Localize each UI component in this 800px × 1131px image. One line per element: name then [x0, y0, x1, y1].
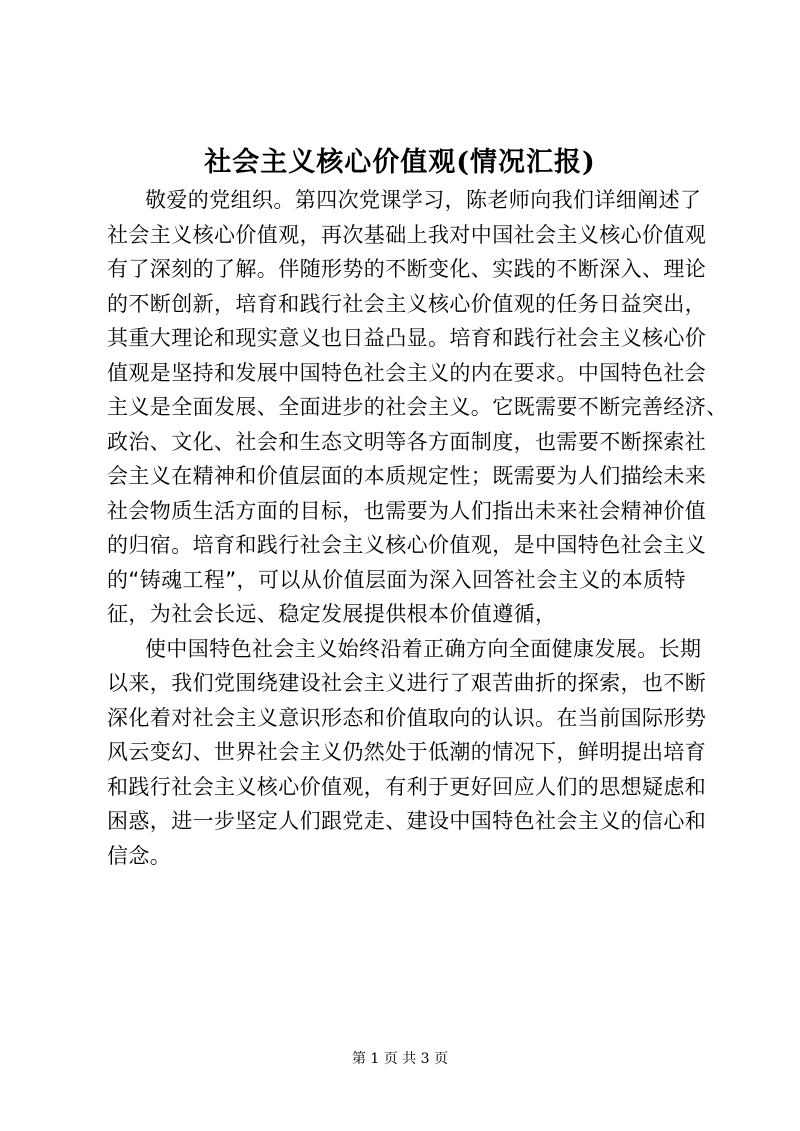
- paragraph-1-line-2: 社会主义核心价值观，再次基础上我对中国社会主义核心价值观: [107, 222, 707, 247]
- paragraph-1-line-6: 值观是坚持和发展中国特色社会主义的内在要求。中国特色社会: [107, 360, 707, 385]
- paragraph-1-line-4: 的不断创新，培育和践行社会主义核心价值观的任务日益突出，: [107, 291, 707, 316]
- document-body: [107, 183, 728, 873]
- paragraph-1-line-13: 征，为社会长远、稳定发展提供根本价值遵循，: [107, 602, 557, 626]
- paragraph-1-line-11: 的归宿。培育和践行社会主义核心价值观，是中国特色社会主义: [107, 533, 707, 557]
- paragraph-1-line-5: 其重大理论和现实意义也日益凸显。培育和践行社会主义核心价: [107, 326, 707, 350]
- paragraph-2-line-4: 风云变幻、世界社会主义仍然处于低潮的情况下，鲜明提出培育: [107, 740, 707, 764]
- document-title: 社会主义核心价值观(情况汇报): [204, 147, 596, 178]
- paragraph-1-line-9: 会主义在精神和价值层面的本质规定性；既需要为人们描绘未来: [107, 464, 707, 488]
- paragraph-1-line-3: 有了深刻的了解。伴随形势的不断变化、实践的不断深入、理论: [107, 257, 707, 281]
- paragraph-1-line-1: 敬爱的党组织。第四次党课学习，陈老师向我们详细阐述了: [145, 188, 702, 212]
- paragraph-2-line-3: 深化着对社会主义意识形态和价值取向的认识。在当前国际形势: [107, 705, 707, 730]
- paragraph-2-line-7: 信念。: [107, 843, 172, 868]
- paragraph-2-line-6: 困惑，进一步坚定人们跟党走、建设中国特色社会主义的信心和: [107, 809, 707, 833]
- paragraph-1-line-10: 社会物质生活方面的目标，也需要为人们指出未来社会精神价值: [107, 498, 707, 523]
- paragraph-2-line-1: 使中国特色社会主义始终沿着正确方向全面健康发展。长期: [145, 636, 702, 661]
- paragraph-2-line-5: 和践行社会主义核心价值观，有利于更好回应人们的思想疑虑和: [107, 774, 707, 799]
- paragraph-1-line-12: 的“铸魂工程”，可以从价值层面为深入回答社会主义的本质特: [107, 567, 686, 592]
- paragraph-1-line-7: 主义是全面发展、全面进步的社会主义。它既需要不断完善经济、: [107, 395, 728, 419]
- page-number-footer: 第 1 页 共 3 页: [351, 1051, 449, 1067]
- paragraph-1-line-8: 政治、文化、社会和生态文明等各方面制度，也需要不断探索社: [107, 429, 707, 454]
- paragraph-2-line-2: 以来，我们党围绕建设社会主义进行了艰苦曲折的探索，也不断: [107, 671, 707, 695]
